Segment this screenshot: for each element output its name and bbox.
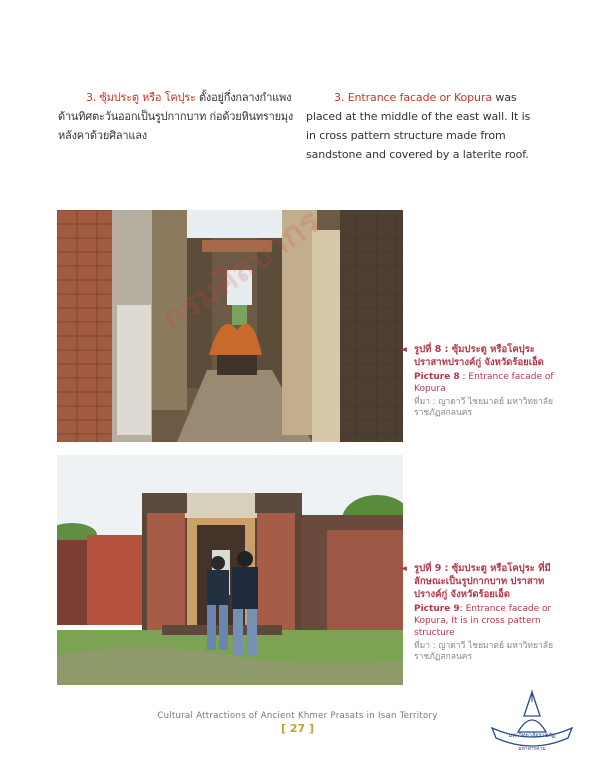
thai-body: ตั้งอยู่กึ่งกลางกำแพงด้านทิศตะวันออกเป็นรูปกากบาท ก่อด้วยหินทรายมุงหลังคาด้วยศิลาแลง: [58, 91, 294, 142]
figure-8-en-label: Picture 8: [414, 372, 460, 382]
figure-8-thai-text: : ซุ้มประตู หรือโคปุระ ปราสาทปรางค์กู่ จังหวัดร้อยเอ็ด: [414, 344, 544, 368]
logo-bottom-text: มหาสารคาม: [518, 746, 546, 752]
figure-9-thai-text: : ซุ้มประตู หรือโคปุระ ที่มีลักษณะเป็นรูปกากบาท ปราสาทปรางค์กู่ จังหวัดร้อยเอ็ด: [414, 563, 551, 600]
page-number: [ 27 ]: [280, 722, 315, 735]
figure-9-caption: [400, 562, 564, 663]
thai-heading: 3. ซุ้มประตู หรือ โคปุระ: [86, 91, 196, 104]
thai-paragraph: [58, 88, 294, 145]
figure-9-source: ที่มา : ญาดาวี ไชยมาตย์ มหาวิทยาลัยราชภัฏสกลนคร: [414, 641, 553, 662]
figure-9-en-label: Picture 9: [414, 604, 460, 614]
logo-top-text: มหาวิทยาลัยราชภัฏ: [508, 733, 556, 739]
figure-9-english-caption: [414, 603, 564, 639]
photo-gopura-exterior: [57, 455, 403, 685]
english-paragraph: [306, 88, 542, 164]
figure-9-thai-caption: [414, 562, 564, 601]
figure-8-en-text: : Entrance facade of Kopura: [414, 372, 554, 394]
gopura-exterior-image: [57, 455, 403, 685]
figure-8-caption: [400, 343, 564, 419]
figure-9-label: รูปที่ 9: [414, 563, 442, 574]
english-heading: 3. Entrance facade or Kopura: [334, 91, 492, 104]
gopura-corridor-image: [57, 210, 403, 442]
footer-title: Cultural Attractions of Ancient Khmer Prasats in Isan Territory: [157, 711, 438, 721]
caption-arrow-icon: ◄: [400, 345, 407, 355]
figure-9-en-text: : Entrance facade or Kopura, It is in cross pattern structure: [414, 604, 552, 638]
figure-8-english-caption: [414, 371, 564, 395]
figure-8-source: ที่มา : ญาดาวี ไชยมาตย์ มหาวิทยาลัยราชภัฏสกลนคร: [414, 397, 553, 418]
figure-8-thai-caption: [414, 343, 564, 369]
figure-8-label: รูปที่ 8: [414, 344, 442, 355]
caption-arrow-icon: ◄: [400, 564, 407, 574]
english-body: was placed at the middle of the east wall. It is in cross pattern structure made from sandstone and covered by a laterite roof.: [306, 91, 531, 161]
university-logo: [488, 688, 576, 754]
photo-gopura-corridor: [57, 210, 403, 442]
